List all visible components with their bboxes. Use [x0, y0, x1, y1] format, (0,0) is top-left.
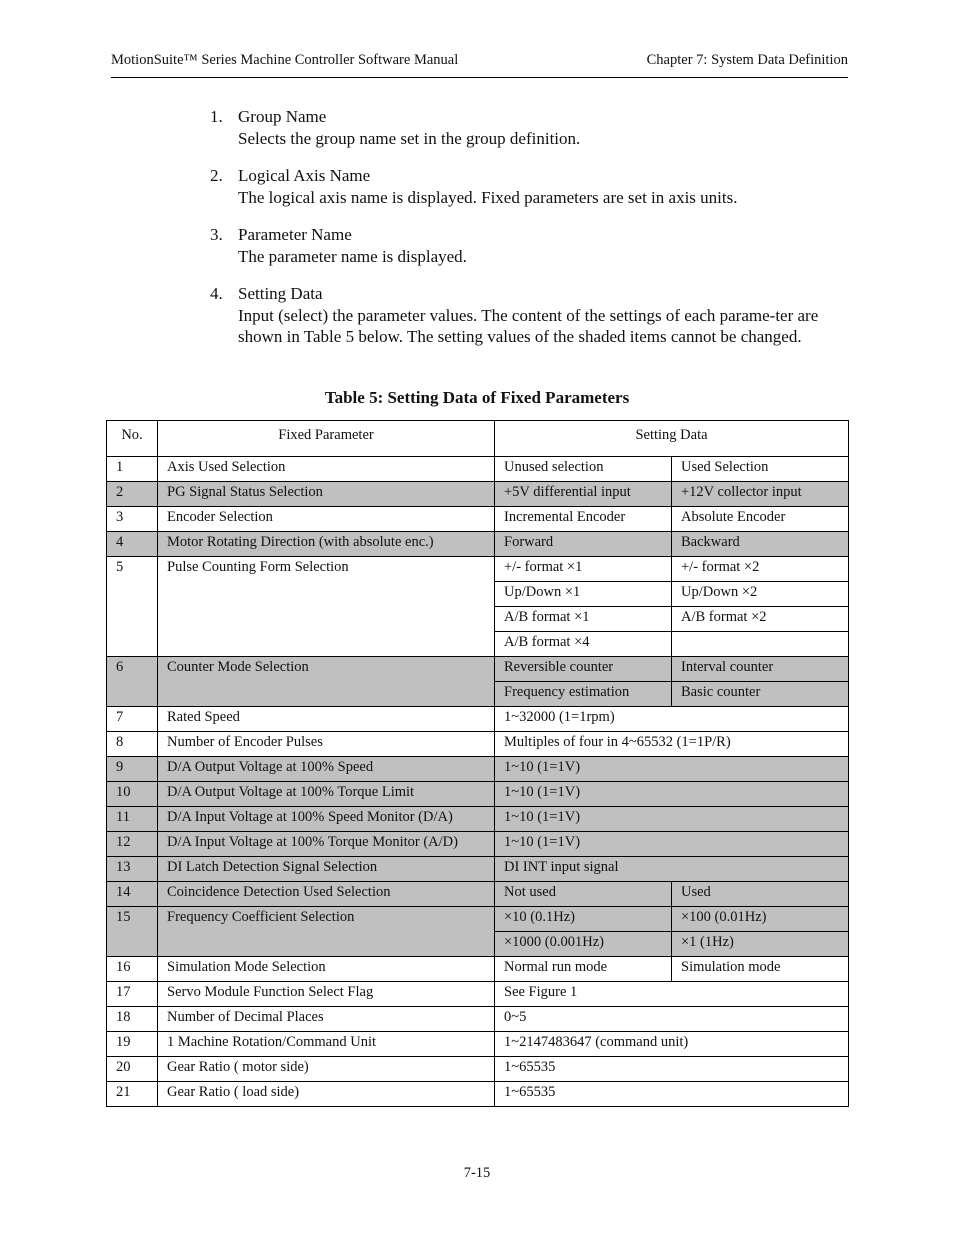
cell-setting-value: 1~10 (1=1V): [495, 782, 849, 807]
cell-setting-value: Interval counter: [672, 657, 849, 682]
cell-number: 1: [107, 457, 158, 482]
table-row: [107, 557, 849, 582]
table-row: [107, 482, 849, 507]
item-number: 1.: [210, 107, 223, 126]
table-row: [107, 832, 849, 857]
cell-number: 17: [107, 982, 158, 1007]
cell-parameter-name: Coincidence Detection Used Selection: [158, 882, 495, 907]
cell-setting-value: Used Selection: [672, 457, 849, 482]
list-item-group-name: [210, 106, 850, 149]
table-row: [107, 907, 849, 932]
cell-setting-value: Reversible counter: [495, 657, 672, 682]
cell-number: 11: [107, 807, 158, 832]
cell-setting-value: Multiples of four in 4~65532 (1=1P/R): [495, 732, 849, 757]
cell-number: 10: [107, 782, 158, 807]
list-item-parameter-name: [210, 224, 850, 267]
cell-setting-value: ×100 (0.01Hz): [672, 907, 849, 932]
cell-setting-value: Unused selection: [495, 457, 672, 482]
list-item-setting-data: [210, 283, 850, 348]
cell-setting-value: +/- format ×1: [495, 557, 672, 582]
cell-parameter-name: PG Signal Status Selection: [158, 482, 495, 507]
table-row: [107, 507, 849, 532]
page-number: 7-15: [463, 1165, 491, 1181]
cell-setting-value: [672, 632, 849, 657]
table-row: [107, 1082, 849, 1107]
cell-setting-value: 1~10 (1=1V): [495, 757, 849, 782]
cell-parameter-name: D/A Input Voltage at 100% Speed Monitor (D/A): [158, 807, 495, 832]
table-row: [107, 457, 849, 482]
cell-parameter-name: Number of Decimal Places: [158, 1007, 495, 1032]
cell-setting-value: +12V collector input: [672, 482, 849, 507]
cell-setting-value: DI INT input signal: [495, 857, 849, 882]
cell-parameter-name: Motor Rotating Direction (with absolute enc.): [158, 532, 495, 557]
cell-number: 8: [107, 732, 158, 757]
cell-setting-value: Frequency estimation: [495, 682, 672, 707]
cell-number: 18: [107, 1007, 158, 1032]
cell-parameter-name: Frequency Coefficient Selection: [158, 907, 495, 957]
table-body: [107, 457, 849, 1107]
cell-setting-value: ×1 (1Hz): [672, 932, 849, 957]
item-title: Parameter Name: [238, 225, 352, 244]
cell-setting-value: Used: [672, 882, 849, 907]
cell-setting-value: Forward: [495, 532, 672, 557]
table-row: [107, 732, 849, 757]
item-description: The parameter name is displayed.: [238, 246, 467, 266]
table-row: [107, 782, 849, 807]
cell-number: 2: [107, 482, 158, 507]
cell-parameter-name: Gear Ratio ( motor side): [158, 1057, 495, 1082]
numbered-list: [210, 106, 850, 364]
cell-setting-value: Backward: [672, 532, 849, 557]
table-row: [107, 1007, 849, 1032]
cell-parameter-name: D/A Output Voltage at 100% Speed: [158, 757, 495, 782]
cell-setting-value: Incremental Encoder: [495, 507, 672, 532]
cell-setting-value: 1~10 (1=1V): [495, 832, 849, 857]
item-number: 3.: [210, 225, 223, 244]
cell-number: 4: [107, 532, 158, 557]
table-row: [107, 707, 849, 732]
cell-number: 14: [107, 882, 158, 907]
cell-setting-value: 0~5: [495, 1007, 849, 1032]
cell-setting-value: 1~10 (1=1V): [495, 807, 849, 832]
cell-number: 9: [107, 757, 158, 782]
cell-setting-value: +5V differential input: [495, 482, 672, 507]
table-row: [107, 882, 849, 907]
cell-setting-value: A/B format ×1: [495, 607, 672, 632]
cell-setting-value: ×10 (0.1Hz): [495, 907, 672, 932]
cell-number: 21: [107, 1082, 158, 1107]
table-row: [107, 1032, 849, 1057]
cell-number: 13: [107, 857, 158, 882]
cell-setting-value: 1~32000 (1=1rpm): [495, 707, 849, 732]
item-title: Logical Axis Name: [238, 166, 371, 185]
cell-parameter-name: Rated Speed: [158, 707, 495, 732]
table-row: [107, 757, 849, 782]
cell-parameter-name: Servo Module Function Select Flag: [158, 982, 495, 1007]
chapter-title: Chapter 7: System Data Definition: [646, 52, 848, 68]
cell-number: 6: [107, 657, 158, 707]
item-title: Setting Data: [238, 284, 323, 303]
list-item-logical-axis-name: [210, 165, 850, 208]
table-row: [107, 1057, 849, 1082]
header-setting-data: Setting Data: [495, 421, 849, 457]
cell-setting-value: Basic counter: [672, 682, 849, 707]
cell-setting-value: 1~65535: [495, 1057, 849, 1082]
cell-parameter-name: Pulse Counting Form Selection: [158, 557, 495, 657]
manual-title: MotionSuite™ Series Machine Controller Software Manual: [111, 52, 459, 68]
cell-setting-value: 1~2147483647 (command unit): [495, 1032, 849, 1057]
cell-parameter-name: Simulation Mode Selection: [158, 957, 495, 982]
cell-setting-value: See Figure 1: [495, 982, 849, 1007]
cell-number: 3: [107, 507, 158, 532]
page-header: [111, 52, 848, 78]
cell-parameter-name: Encoder Selection: [158, 507, 495, 532]
cell-setting-value: Simulation mode: [672, 957, 849, 982]
cell-setting-value: Not used: [495, 882, 672, 907]
fixed-parameters-table: [106, 420, 849, 1107]
table-row: [107, 807, 849, 832]
cell-setting-value: A/B format ×2: [672, 607, 849, 632]
cell-setting-value: Up/Down ×2: [672, 582, 849, 607]
cell-number: 16: [107, 957, 158, 982]
cell-number: 15: [107, 907, 158, 957]
table-row: [107, 957, 849, 982]
cell-parameter-name: D/A Output Voltage at 100% Torque Limit: [158, 782, 495, 807]
item-description: Selects the group name set in the group definition.: [238, 128, 581, 148]
cell-setting-value: A/B format ×4: [495, 632, 672, 657]
cell-parameter-name: Counter Mode Selection: [158, 657, 495, 707]
cell-parameter-name: Axis Used Selection: [158, 457, 495, 482]
cell-number: 7: [107, 707, 158, 732]
cell-setting-value: ×1000 (0.001Hz): [495, 932, 672, 957]
table-caption: Table 5: Setting Data of Fixed Parameters: [324, 388, 630, 407]
cell-parameter-name: D/A Input Voltage at 100% Torque Monitor (A/D): [158, 832, 495, 857]
cell-number: 12: [107, 832, 158, 857]
cell-parameter-name: DI Latch Detection Signal Selection: [158, 857, 495, 882]
cell-setting-value: Absolute Encoder: [672, 507, 849, 532]
cell-number: 19: [107, 1032, 158, 1057]
header-no: No.: [107, 421, 158, 457]
table-row: [107, 982, 849, 1007]
cell-parameter-name: Number of Encoder Pulses: [158, 732, 495, 757]
table-row: [107, 857, 849, 882]
table-row: [107, 532, 849, 557]
item-description: The logical axis name is displayed. Fixed parameters are set in axis units.: [238, 187, 738, 207]
cell-setting-value: 1~65535: [495, 1082, 849, 1107]
item-number: 4.: [210, 284, 223, 303]
header-fixed-parameter: Fixed Parameter: [158, 421, 495, 457]
cell-setting-value: +/- format ×2: [672, 557, 849, 582]
cell-number: 5: [107, 557, 158, 657]
table-header-row: [107, 421, 849, 457]
item-description: Input (select) the parameter values. The content of the settings of each parame-ter are shown in Table 5 below. The setting values of the shaded items cannot be changed.: [238, 305, 819, 346]
item-number: 2.: [210, 166, 223, 185]
cell-parameter-name: Gear Ratio ( load side): [158, 1082, 495, 1107]
cell-parameter-name: 1 Machine Rotation/Command Unit: [158, 1032, 495, 1057]
table-row: [107, 657, 849, 682]
cell-setting-value: Up/Down ×1: [495, 582, 672, 607]
cell-setting-value: Normal run mode: [495, 957, 672, 982]
item-title: Group Name: [238, 107, 327, 126]
cell-number: 20: [107, 1057, 158, 1082]
